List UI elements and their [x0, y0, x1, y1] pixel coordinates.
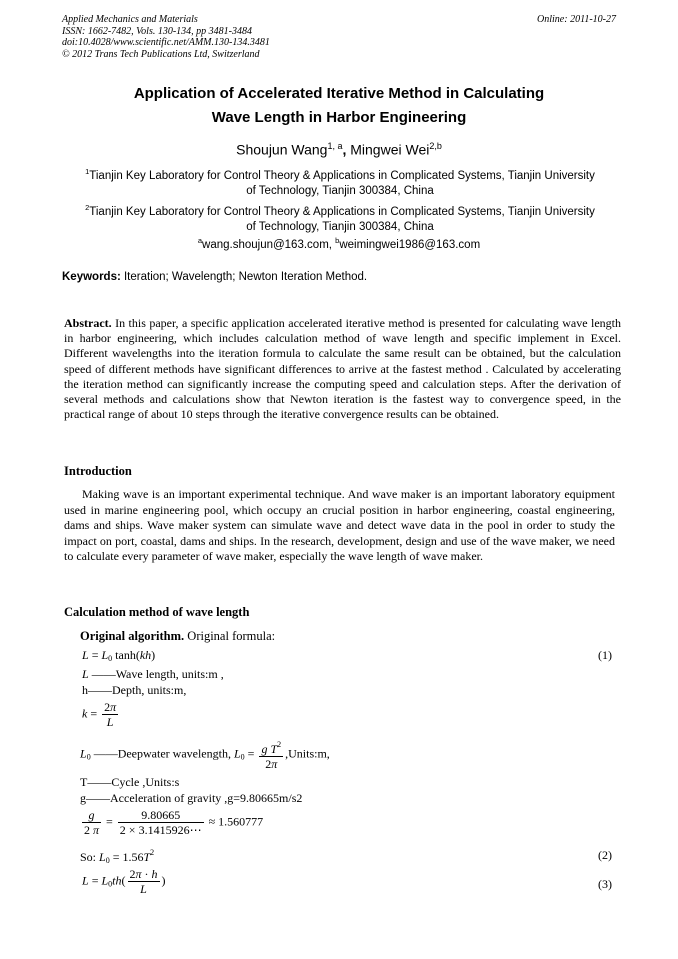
author-2: Mingwei Wei [350, 141, 430, 158]
deepwater-definition: $L_0$ ——Deepwater wavelength, $L_0$ = $\frac{g T^2}{2\pi}$ ,Units:m, [80, 740, 330, 771]
affiliation-1-line2: of Technology, Tianjin 300384, China [246, 184, 434, 197]
original-text: Original formula: [184, 629, 276, 643]
affiliation-1-num: 1 [85, 167, 90, 176]
abstract-label: Abstract. [64, 316, 112, 330]
keywords-label: Keywords: [62, 271, 121, 283]
email-b-sup: b [335, 236, 340, 245]
journal-header [62, 14, 482, 60]
g-result: ≈ 1.560777 [208, 814, 264, 829]
affiliation-1-line1: Tianjin Key Laboratory for Control Theory & Applications in Complicated Systems, Tianjin University [89, 169, 595, 182]
online-date: Online: 2011-10-27 [537, 14, 616, 25]
introduction-text: Making wave is an important experimental technique. And wave maker is an important laboratory equipment used in marine engineering pool, which occupy an crucial position in harbor engineering, coastal engineering, dams and ships. Wave maker system can simulate wave and detect wave data in the pool in order to study the impact on port, coastal, dams and ships. In the research, development, design and use of the wave maker, we need to calculate every parameter of wave maker, especially the wave length of wave maker. [64, 487, 615, 563]
journal-copyright: © 2012 Trans Tech Publications Ltd, Switzerland [62, 48, 260, 60]
email-b[interactable]: weimingwei1986@163.com [339, 238, 481, 251]
journal-issn: ISSN: 1662-7482, Vols. 130-134, pp 3481-3484 [62, 25, 252, 37]
gravity-definition: g——Acceleration of gravity ,g=9.80665m/s2 [80, 791, 303, 805]
author-1-sup: 1, a [327, 141, 343, 151]
equation-3: $L = L_0th$( $\frac{2\pi \cdot h}{L}$ ) [82, 867, 166, 896]
title-line-1: Application of Accelerated Iterative Method in Calculating [133, 85, 545, 102]
g-ratio-formula: $\frac{g}{2 \pi}$ = $\frac{9.80665}{2 \times 3.1415926\cdots}$ ≈ 1.560777 [84, 808, 264, 837]
abstract-text: In this paper, a specific application accelerated iterative method is presented for calculating wave length in harbor engineering, which includes calculation method of wave length and specific implement in Excel. Different wavelengths into the iteration formula to calculate the same result can be obtained, but the calculation speed of different methods have significant differences to arrive at the fastest method . Calculated by accelerating the iteration method can significantly increase the computing speed and calculation steps. After the derivation of several methods and calculations show that Newton iteration is the fastest way to convergence speed, in the practical range of about 10 steps through the iterative convergence results can be obtained. [64, 316, 621, 422]
depth-definition: h——Depth, units:m, [82, 683, 187, 697]
title-line-2: Wave Length in Harbor Engineering [211, 109, 467, 126]
equation-1-number: (1) [598, 648, 612, 662]
affiliation-2 [62, 200, 618, 235]
so-label: So: [80, 850, 97, 864]
introduction-heading: Introduction [64, 464, 132, 478]
k-formula: k = $\frac{2\pi}{L}$ [82, 700, 117, 729]
so-value: = 1.56 [112, 850, 144, 864]
affiliation-2-line2: of Technology, Tianjin 300384, China [246, 220, 434, 233]
email-a[interactable]: wang.shoujun@163.com, [202, 238, 336, 251]
paper-title [40, 82, 638, 130]
L0-units: ,Units:m, [285, 746, 330, 761]
g-numerator: 9.80665 [118, 808, 204, 823]
equation-2-number: (2) [598, 848, 612, 862]
author-2-sup: 2,b [429, 141, 442, 151]
L-def: ——Wave length, units:m , [91, 667, 224, 681]
cycle-definition: T——Cycle ,Units:s [80, 775, 180, 789]
author-separator: , [342, 141, 351, 158]
email-a-sup: a [197, 236, 203, 245]
journal-doi: doi:10.4028/www.scientific.net/AMM.130-134.3481 [62, 37, 270, 48]
equation-1: $L = L_0$ tanh(kh) [82, 648, 156, 663]
keywords-text: Iteration; Wavelength; Newton Iteration Method. [120, 271, 368, 283]
L0-def: ——Deepwater wavelength, [93, 746, 231, 761]
journal-name: Applied Mechanics and Materials [62, 14, 198, 25]
equation-2: So: $L_0 = 1.56T^2$ [80, 848, 155, 865]
equation-3-number: (3) [598, 877, 612, 891]
author-emails [40, 236, 638, 251]
keywords [62, 271, 622, 283]
affiliation-2-num: 2 [85, 203, 90, 212]
abstract [64, 316, 621, 422]
calc-heading: Calculation method of wave length [64, 605, 250, 619]
g-denominator: 2 × 3.1415926⋯ [119, 823, 202, 837]
affiliation-1 [62, 164, 618, 199]
author-list [40, 141, 638, 158]
author-1: Shoujun Wang [236, 141, 328, 158]
affiliation-2-line1: Tianjin Key Laboratory for Control Theory & Applications in Complicated Systems, Tianjin University [89, 205, 595, 218]
original-label: Original algorithm. [80, 629, 185, 643]
original-algorithm [80, 629, 275, 644]
wave-length-definition: L ——Wave length, units:m , [82, 667, 224, 681]
